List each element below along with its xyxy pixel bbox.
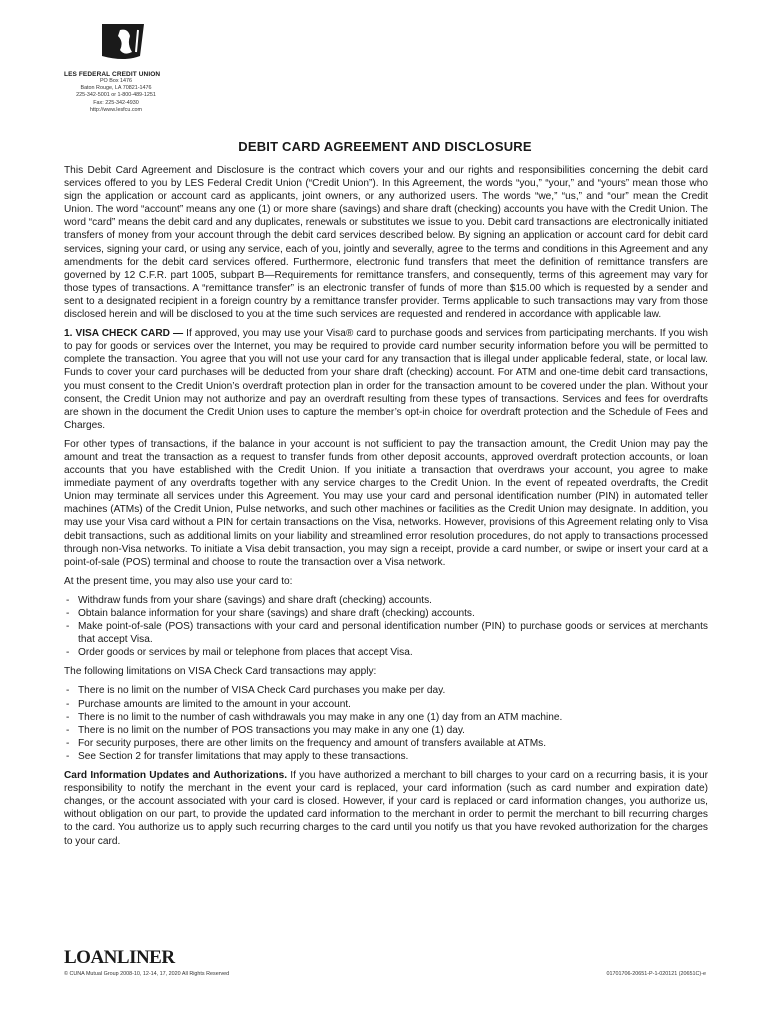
list-item: - Make point-of-sale (POS) transactions with your card and personal identification number (PIN) to purchase goods or services at merchants that accept Visa. xyxy=(64,620,708,646)
loanliner-logo: LOANLINER xyxy=(64,947,175,968)
address-line: 225-342-5001 or 1-800-489-1251 xyxy=(76,92,156,99)
address-line: Fax: 225-342-4930 xyxy=(93,99,139,106)
present-time-paragraph: At the present time, you may also use your card to: xyxy=(64,575,293,587)
list-item: - For security purposes, there are other limits on the frequency and amount of transfers available at ATMs. xyxy=(64,737,708,750)
intro-paragraph: This Debit Card Agreement and Disclosure is the contract which covers your and our rights and responsibilities concerning the debit card services offered to you by LES Federal Credit Union (“Credit Union”). In this Agreement, the words “you,” “your,” and “yours” mean those who sign the application or account card as applicants, joint owners, or any authorized users. The words “we,” “us,” and “our” mean the Credit Union. The word “account” means any one (1) or more share (savings) and share draft (checking) accounts you have with the Credit Union. The word “card” means the debit card and any duplicates, renewals or substitutes we issue to you. Debit card transactions are electronically initiated transfers of money from your account through the debit card services described below. By signing an application or account card for debit card services, signing your card, or using any service, each of you, jointly and severally, agree to the terms and conditions in this Agreement and any amendments for the debit card services offered. Furthermore, electronic fund transfers that meet the definition of remittance transfers are governed by 12 C.F.R. part 1005, subpart B—Requirements for remittance transfers, and consequently, terms of this agreement may vary for those types of transactions. A “remittance transfer” is an electronic transfer of funds of more than $15.00 which is requested by a sender and sent to a designated recipient in a foreign country by a remittance transfer provider. Terms applicable to such transactions may vary from those disclosed herein and will be disclosed to you at the time such services are requested and rendered in accordance with applicable law. xyxy=(64,165,708,321)
credit-union-logo xyxy=(94,22,154,64)
section-1-text: If approved, you may use your Visa® card to purchase goods and services from participating merchants. If you wish to pay for goods or services over the Internet, you may be required to provide card number security information before you will be permitted to complete the transaction. You agree that you will not use your card for any transaction that is illegal under applicable federal, state, or local law. Funds to cover your card purchases will be deducted from your share draft (checking) account. For ATM and one-time debit card transactions, you must consent to the Credit Union’s overdraft protection plan in order for the transaction amount to be covered under the plan. Without your consent, the Credit Union may not authorize and pay an overdraft resulting from these types of transactions. Services and fees for overdrafts are shown in the document the Credit Union uses to capture the member’s opt-in choice for overdraft protection and the Schedule of Fees and Charges. xyxy=(64,328,708,431)
card-updates-heading: Card Information Updates and Authorizations. xyxy=(64,770,288,782)
list-item: - See Section 2 for transfer limitations that may apply to these transactions. xyxy=(64,750,708,763)
card-uses-list xyxy=(64,594,708,659)
letterhead xyxy=(64,22,174,114)
credit-union-address xyxy=(66,78,166,114)
other-transactions-paragraph: For other types of transactions, if the balance in your account is not sufficient to pay the transaction amount, the Credit Union may pay the amount and treat the transaction as a request to transfer funds from other deposit accounts, approved overdraft protection accounts, or loan accounts that you have established with the Credit Union. If you initiate a transaction that overdraws your account, you agree to make immediate payment of any overdrafts together with any service charges to the Credit Union. In the event of repeated overdrafts, the Credit Union may terminate all services under this Agreement. You may use your card and personal identification number (PIN) in automated teller machines (ATMs) of the Credit Union, Pulse networks, and such other machines or facilities as the Credit Union may designate. In addition, you may use your Visa card without a PIN for certain transactions on the Visa, networks. However, provisions of this Agreement relating only to Visa debit transactions, such as additional limits on your liability and streamlined error resolution procedures, do not apply to transactions processed through non-Visa networks. To initiate a Visa debit transaction, you may sign a receipt, provide a card number, or swipe or insert your card at a point-of-sale (POS) terminal and choose to route the transaction over a Visa network. xyxy=(64,438,708,568)
limitations-list xyxy=(64,684,708,763)
list-item: - Order goods or services by mail or telephone from places that accept Visa. xyxy=(64,646,708,659)
form-number: 01701706-20651-P-1-020121 (20651C)-e xyxy=(606,971,706,977)
list-item: - Purchase amounts are limited to the amount in your account. xyxy=(64,698,708,711)
card-updates-paragraph xyxy=(64,769,708,848)
section-1-paragraph xyxy=(64,327,708,432)
address-line: PO Box 1476 xyxy=(99,78,133,84)
card-updates-text: If you have authorized a merchant to bill charges to your card on a recurring basis, it is your responsibility to notify the merchant in the event your card is replaced, your card information (such as card number and expiration date) changes, or the account associated with your card is closed. However, if your card is replaced or card information changes, you authorize us, without obligation on our part, to provide the updated card information to the merchant in order to permit the merchant to bill recurring charges to the card. You authorize us to apply such recurring charges to the card until you notify us that you have revoked authorization for the charges to your card. xyxy=(64,770,708,847)
document-title: DEBIT CARD AGREEMENT AND DISCLOSURE xyxy=(238,139,532,154)
list-item: - Obtain balance information for your share (savings) and share draft (checking) accounts. xyxy=(64,607,708,620)
address-line: Baton Rouge, LA 70821-1476 xyxy=(80,85,152,92)
copyright-notice: © CUNA Mutual Group 2008-10, 12-14, 17, 2020 All Rights Reserved xyxy=(64,971,230,977)
list-item: - There is no limit on the number of VISA Check Card purchases you make per day. xyxy=(64,684,708,697)
credit-union-name: LES FEDERAL CREDIT UNION xyxy=(64,71,161,78)
document-body xyxy=(64,164,708,854)
list-item: - Withdraw funds from your share (savings) and share draft (checking) accounts. xyxy=(64,594,708,607)
address-line: http://www.lesfcu.com xyxy=(89,106,143,113)
section-1-heading: 1. VISA CHECK CARD — xyxy=(64,328,184,340)
list-item: - There is no limit on the number of POS transactions you may make in any one (1) day. xyxy=(64,724,708,737)
list-item: - There is no limit to the number of cash withdrawals you may make in any one (1) day from an ATM machine. xyxy=(64,711,708,724)
limitations-intro: The following limitations on VISA Check Card transactions may apply: xyxy=(64,666,377,678)
